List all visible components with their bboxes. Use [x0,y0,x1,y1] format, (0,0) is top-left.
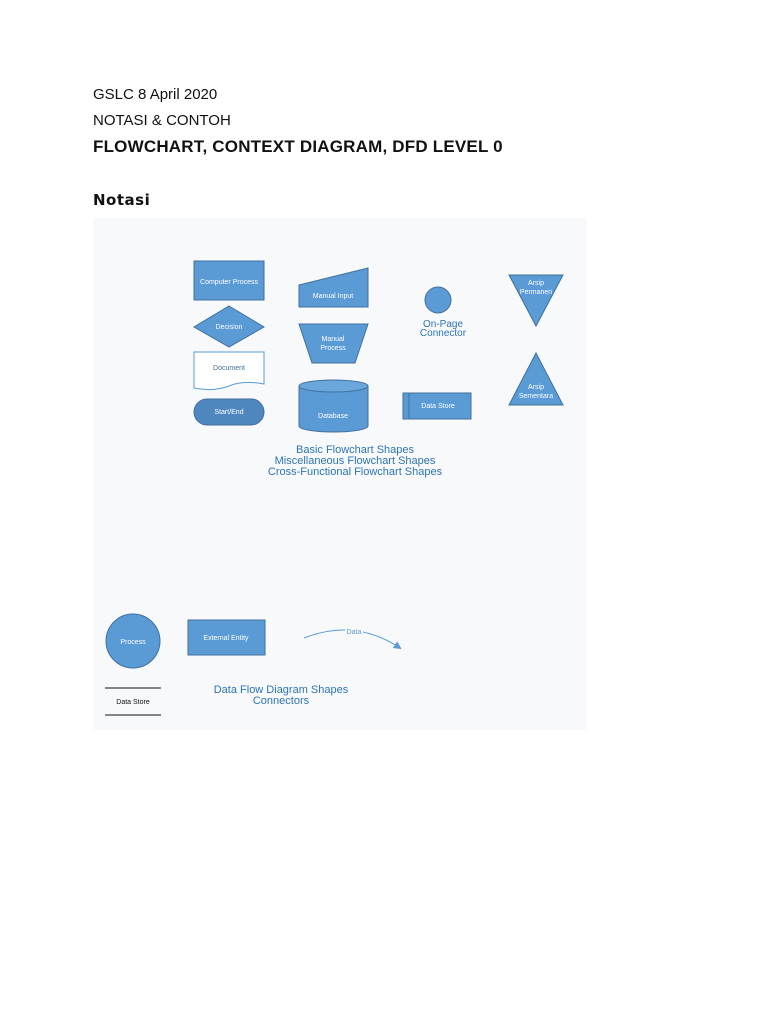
database-label: Database [318,413,348,420]
manual-process-label-1: Manual [321,336,345,343]
doc-line-date: GSLC 8 April 2020 [93,86,218,103]
decision-label: Decision [215,324,243,331]
arsip-sementara-label-2: Sementara [518,393,554,400]
manual-input-shape [299,268,368,307]
dfd-caption-2: Connectors [252,695,310,707]
arsip-permanen-label-1: Arsip [528,280,544,287]
dfd-data-store-label: Data Store [116,699,150,706]
computer-process-label: Computer Process [200,279,258,286]
doc-title: FLOWCHART, CONTEXT DIAGRAM, DFD LEVEL 0 [93,137,503,156]
external-entity-label: External Entity [203,635,249,642]
on-page-connector-label-2: Connector [419,328,467,339]
doc-line-subtitle: NOTASI & CONTOH [93,112,231,129]
notation-figure [93,218,587,730]
on-page-connector-shape [425,287,451,313]
flowchart-caption-1: Basic Flowchart Shapes [296,444,414,456]
arsip-sementara-label-1: Arsip [528,384,544,391]
flowchart-caption-3: Cross-Functional Flowchart Shapes [267,466,443,478]
on-page-connector-label-1: On-Page [422,319,464,330]
data-flow-label: Data [346,629,362,636]
dfd-caption-1: Data Flow Diagram Shapes [213,684,349,696]
database-shape [299,386,368,432]
arsip-permanen-label-2: Permanen [519,289,553,296]
manual-input-label: Manual Input [312,293,354,300]
database-top [299,380,368,392]
section-heading: Notasi [93,191,151,209]
flowchart-caption-2: Miscellaneous Flowchart Shapes [274,455,436,467]
data-store-label: Data Store [421,403,455,410]
manual-process-label-2: Process [320,345,346,352]
document-label: Document [213,365,245,372]
manual-process-shape [299,324,368,363]
dfd-process-label: Process [120,639,146,646]
start-end-label: Start/End [214,409,244,416]
notation-diagram [93,218,587,730]
